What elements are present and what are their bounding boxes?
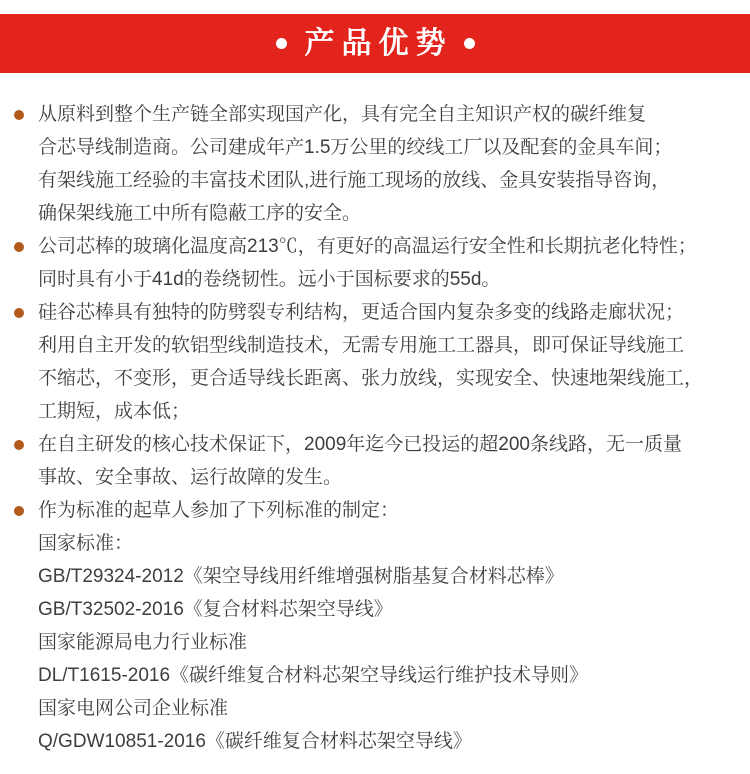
list-item xyxy=(14,296,740,428)
list-item xyxy=(14,230,740,296)
list-item xyxy=(14,428,740,494)
bullet-text: 硅谷芯棒具有独特的防劈裂专利结构，更适合国内复杂多变的线路走廊状况； 利用自主开发的软铝型线制造技术，无需专用施工工器具，即可保证导线施工 不缩芯，不变形，更合适导线长距离、张力放线，实现安全、快速地架线施工， 工期短，成本低； xyxy=(38,302,704,422)
bullet-dot-icon xyxy=(14,440,24,450)
advantage-list xyxy=(0,73,750,758)
bullet-text: 在自主研发的核心技术保证下，2009年迄今已投运的超200条线路，无一质量 事故、安全事故、运行故障的发生。 xyxy=(38,434,682,488)
bullet-text: 从原料到整个生产链全部实现国产化，具有完全自主知识产权的碳纤维复 合芯导线制造商。公司建成年产1.5万公里的绞线工厂以及配套的金具车间； 有架线施工经验的丰富技术团队,进行施工现场的放线、金具安装指导咨询， 确保架线施工中所有隐蔽工序的安全。 xyxy=(38,104,673,224)
banner-right-dot-icon xyxy=(464,38,475,49)
list-item xyxy=(14,98,740,230)
section-header-banner xyxy=(0,14,750,73)
bullet-text: 作为标准的起草人参加了下列标准的制定： 国家标准： GB/T29324-2012《架空导线用纤维增强树脂基复合材料芯棒》 GB/T32502-2016《复合材料芯架空导线》 国家能源局电力行业标准 DL/T1615-2016《碳纤维复合材料芯架空导线运行维护技术导则》 国家电网公司企业标准 Q/GDW10851-2016《碳纤维复合材料芯架空导线》 xyxy=(38,500,589,752)
page-title: 产品优势 xyxy=(304,26,453,60)
bullet-text: 公司芯棒的玻璃化温度高213℃，有更好的高温运行安全性和长期抗老化特性； 同时具有小于41d的卷绕韧性。远小于国标要求的55d。 xyxy=(38,236,697,290)
banner-left-dot-icon xyxy=(276,38,287,49)
bullet-dot-icon xyxy=(14,242,24,252)
bullet-dot-icon xyxy=(14,506,24,516)
bullet-dot-icon xyxy=(14,110,24,120)
bullet-dot-icon xyxy=(14,308,24,318)
list-item xyxy=(14,494,740,758)
